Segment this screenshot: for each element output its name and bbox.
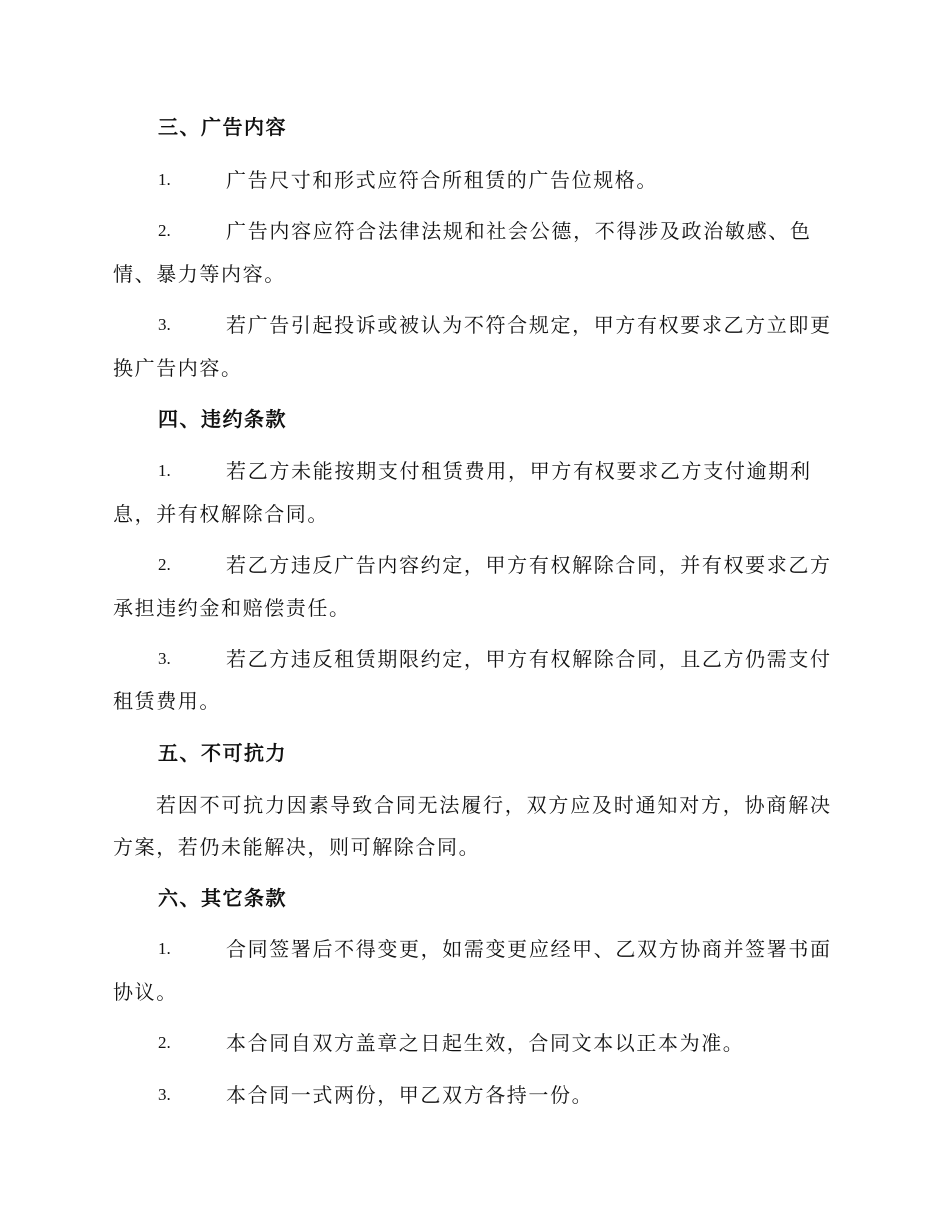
- item-number: 2.: [158, 1033, 171, 1052]
- item-number: 2.: [158, 555, 171, 574]
- item-text: 合同签署后不得变更，如需变更应经甲、乙双方协商并签署书面: [226, 937, 830, 961]
- paragraph-text: 若因不可抗力因素导致合同无法履行，双方应及时通知对方，协商解决: [156, 793, 830, 817]
- item-text: 若广告引起投诉或被认为不符合规定，甲方有权要求乙方立即更: [226, 313, 830, 337]
- item-text: 若乙方未能按期支付租赁费用，甲方有权要求乙方支付逾期利: [226, 459, 810, 483]
- section-heading: 六、其它条款: [158, 886, 287, 910]
- item-text: 广告尺寸和形式应符合所租赁的广告位规格。: [226, 168, 658, 192]
- item-text: 若乙方违反广告内容约定，甲方有权解除合同，并有权要求乙方: [226, 553, 830, 577]
- section-heading: 四、违约条款: [158, 407, 287, 431]
- item-number: 1.: [158, 170, 171, 189]
- item-text-continued: 协议。: [113, 980, 178, 1004]
- item-number: 3.: [158, 315, 171, 334]
- item-text: 广告内容应符合法律法规和社会公德，不得涉及政治敏感、色: [226, 219, 810, 243]
- item-text: 若乙方违反租赁期限约定，甲方有权解除合同，且乙方仍需支付: [226, 647, 830, 671]
- item-text-continued: 租赁费用。: [113, 689, 221, 713]
- item-number: 1.: [158, 939, 171, 958]
- item-text: 本合同一式两份，甲乙双方各持一份。: [226, 1083, 594, 1107]
- item-number: 1.: [158, 461, 171, 480]
- item-text-continued: 承担违约金和赔偿责任。: [113, 596, 351, 620]
- item-number: 3.: [158, 649, 171, 668]
- item-text-continued: 换广告内容。: [113, 356, 243, 380]
- section-heading: 三、广告内容: [158, 115, 287, 139]
- item-text-continued: 息，并有权解除合同。: [113, 502, 329, 526]
- item-text: 本合同自双方盖章之日起生效，合同文本以正本为准。: [226, 1031, 745, 1055]
- section-heading: 五、不可抗力: [158, 741, 287, 765]
- paragraph-text-continued: 方案，若仍未能解决，则可解除合同。: [113, 835, 481, 859]
- item-text-continued: 情、暴力等内容。: [113, 262, 286, 286]
- item-number: 3.: [158, 1085, 171, 1104]
- item-number: 2.: [158, 221, 171, 240]
